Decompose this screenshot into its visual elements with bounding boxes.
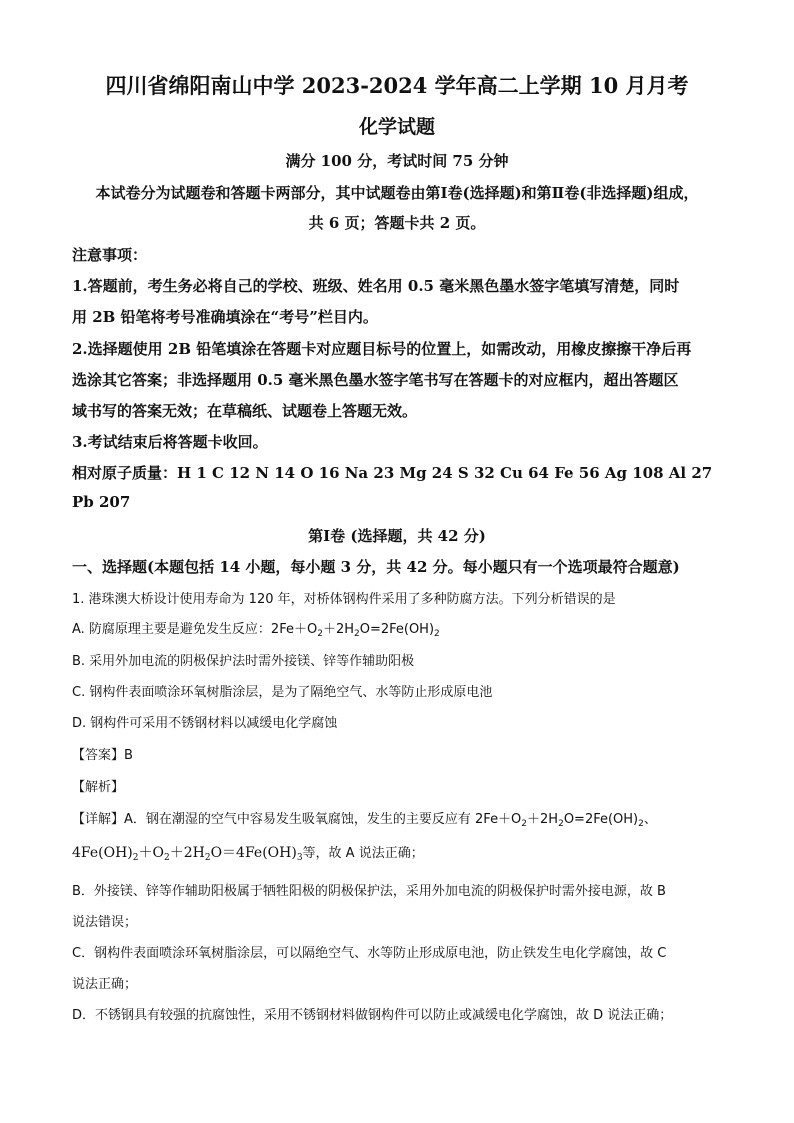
section-title: 第Ⅰ卷 (选择题，共 42 分) bbox=[308, 527, 486, 545]
note-1-line-1: 1.答题前，考生务必将自己的学校、班级、姓名用 0.5 毫米黑色墨水签字笔填写清楚，同时 bbox=[72, 277, 680, 295]
question-1-stem: 1. 港珠澳大桥设计使用寿命为 120 年，对桥体钢构件采用了多种防腐方法。下列分析错误的是 bbox=[72, 592, 616, 607]
note-2-line-1: 2.选择题使用 2B 铅笔填涂在答题卡对应题目标号的位置上，如需改动，用橡皮擦擦干净后再 bbox=[72, 340, 692, 358]
detail-d: D．不锈钢具有较强的抗腐蚀性，采用不锈钢材料做钢构件可以防止或减缓电化学腐蚀，故 D 说法正确； bbox=[72, 1008, 673, 1023]
note-1-line-2: 用 2B 铅笔将考号准确填涂在“考号”栏目内。 bbox=[72, 308, 378, 326]
exam-title: 四川省绵阳南山中学 2023-2024 学年高二上学期 10 月月考 bbox=[105, 73, 689, 98]
option-a: A. 防腐原理主要是避免发生反应：$2Fe+O_2+2H_2O=2Fe(OH)_2$ bbox=[72, 622, 440, 639]
notes-heading: 注意事项： bbox=[72, 246, 148, 264]
atomic-mass-line-2: Pb 207 bbox=[72, 493, 131, 511]
option-c: C. 钢构件表面喷涂环氧树脂涂层，是为了隔绝空气、水等防止形成原电池 bbox=[72, 685, 493, 700]
analysis-label: 【解析】 bbox=[72, 780, 125, 795]
detail-c-line-1: C．钢构件表面喷涂环氧树脂涂层，可以隔绝空气、水等防止形成原电池，防止铁发生电化学腐蚀，故 C bbox=[72, 946, 667, 961]
answer-label: 【答案】B bbox=[72, 748, 133, 763]
detail-b-line-2: 说法错误； bbox=[72, 915, 138, 930]
detail-a-line-2: $4Fe(OH)_2+O_2+2H_2O=4Fe(OH)_3$等，故 A 说法正确； bbox=[72, 845, 424, 863]
note-2-line-3: 域书写的答案无效；在草稿纸、试题卷上答题无效。 bbox=[72, 402, 418, 420]
detail-b-line-1: B．外接镁、锌等作辅助阳极属于牺牲阳极的阴极保护法，采用外加电流的阴极保护时需外接电源，故 B bbox=[72, 884, 666, 899]
atomic-mass-line-1: 相对原子质量：H 1 C 12 N 14 O 16 Na 23 Mg 24 S 32 Cu 64 Fe 56 Ag 108 Al 27 bbox=[72, 464, 713, 482]
score-time: 满分 100 分，考试时间 75 分钟 bbox=[285, 152, 509, 170]
note-3: 3.考试结束后将答题卡收回。 bbox=[72, 433, 268, 451]
note-2-line-2: 选涂其它答案；非选择题用 0.5 毫米黑色墨水签字笔书写在答题卡的对应框内，超出答题区 bbox=[72, 371, 679, 389]
detail-c-line-2: 说法正确； bbox=[72, 977, 138, 992]
exam-subtitle: 化学试题 bbox=[358, 116, 435, 138]
option-d: D. 钢构件可采用不锈钢材料以减缓电化学腐蚀 bbox=[72, 716, 338, 731]
option-b: B. 采用外加电流的阴极保护法时需外接镁、锌等作辅助阳极 bbox=[72, 654, 415, 669]
section-instructions: 一、选择题(本题包括 14 小题，每小题 3 分，共 42 分。每小题只有一个选项最符合题意) bbox=[72, 558, 680, 576]
detail-a-line-1: 【详解】A．钢在潮湿的空气中容易发生吸氧腐蚀，发生的主要反应有 $2Fe+O_2+2H_2O=2Fe(OH)_2$、 bbox=[72, 812, 657, 829]
intro-line-2: 共 6 页；答题卡共 2 页。 bbox=[308, 214, 486, 232]
intro-line-1: 本试卷分为试题卷和答题卡两部分，其中试题卷由第Ⅰ卷(选择题)和第Ⅱ卷(非选择题)组成， bbox=[95, 184, 699, 202]
